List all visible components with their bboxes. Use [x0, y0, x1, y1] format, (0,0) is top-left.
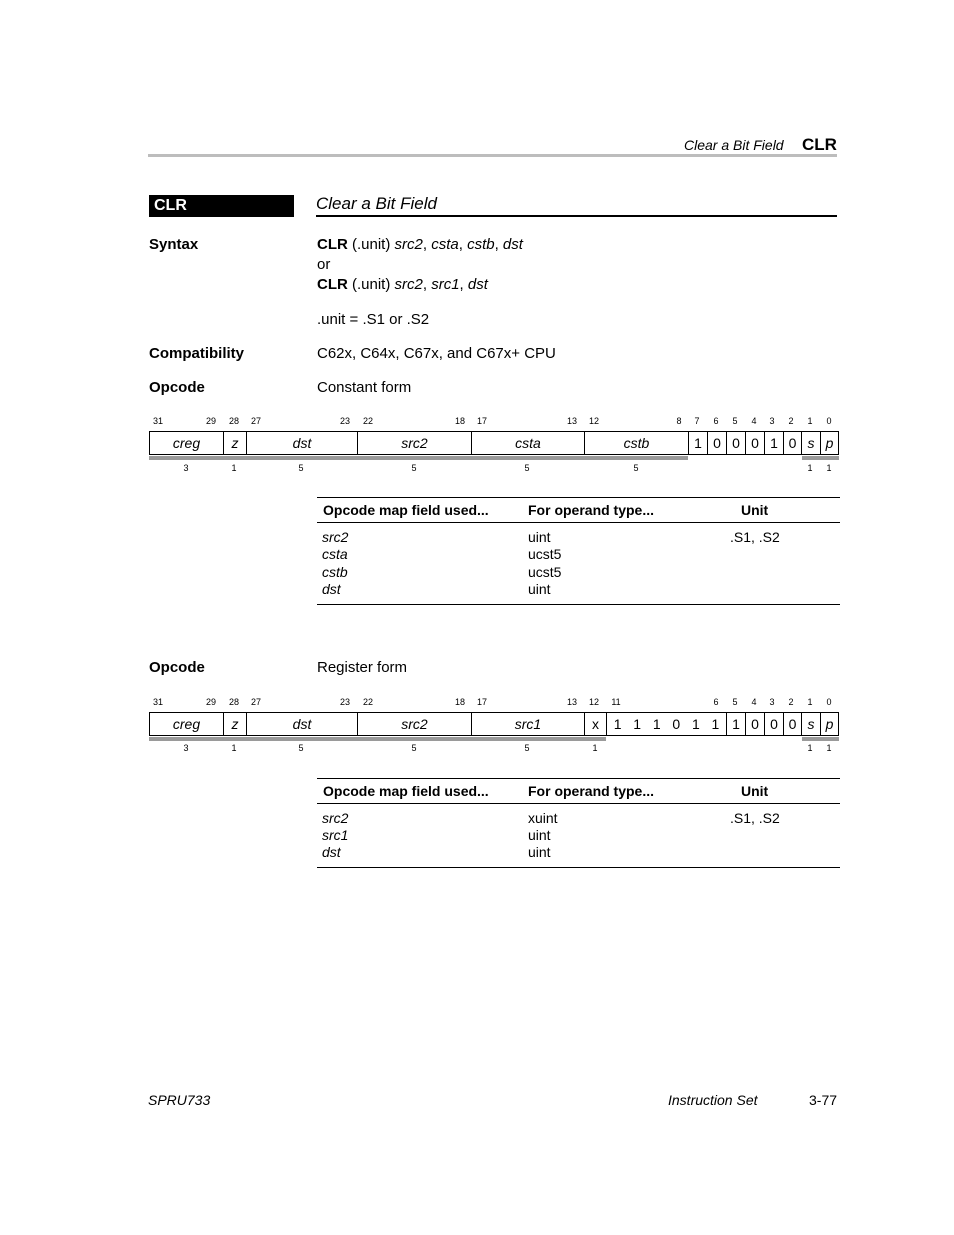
bit-number: 22	[362, 416, 374, 426]
syntax-op: CLR	[317, 276, 348, 293]
bit-number: 27	[250, 416, 262, 426]
bit-number: 5	[732, 697, 738, 707]
syntax-form-1: CLR (.unit) src2, csta, cstb, dst	[317, 236, 523, 253]
field-width: 1	[826, 743, 832, 753]
bit-number: 31	[152, 416, 164, 426]
field-width: 5	[411, 463, 417, 473]
table-field: src2	[322, 529, 349, 545]
table-field: dst	[322, 844, 341, 860]
field-bit: 0	[783, 713, 801, 735]
syntax-arg: dst	[467, 276, 488, 293]
syntax-arg: src2	[394, 236, 423, 253]
footer-section: Instruction Set	[668, 1092, 758, 1108]
field-bit: 1	[726, 713, 745, 735]
bit-number: 13	[566, 697, 578, 707]
opcode-form-name: Register form	[317, 659, 408, 676]
bit-number: 4	[751, 416, 757, 426]
field-z: z	[223, 432, 246, 454]
field-src2: src2	[357, 713, 471, 735]
syntax-arg: cstb	[467, 236, 495, 253]
opcode-heading: Opcode	[149, 379, 205, 396]
bit-numbers-register	[0, 697, 954, 709]
bit-number: 1	[807, 697, 813, 707]
instruction-title: Clear a Bit Field	[316, 194, 437, 213]
bit-number: 23	[339, 416, 351, 426]
bit-number: 28	[228, 416, 240, 426]
field-cstb: cstb	[584, 432, 688, 454]
table-field: src1	[322, 827, 349, 843]
table-unit: .S1, .S2	[730, 810, 780, 826]
header-rule	[148, 154, 837, 157]
syntax-arg: csta	[431, 236, 459, 253]
table-type: xuint	[528, 810, 558, 826]
bit-number: 18	[454, 416, 466, 426]
table-type: uint	[528, 581, 551, 597]
running-header-mnemonic: CLR	[802, 135, 837, 154]
field-shading	[802, 456, 839, 460]
field-bit: 0	[764, 713, 783, 735]
bit-number: 17	[476, 416, 488, 426]
table-header: Opcode map field used...	[323, 502, 489, 518]
compatibility-heading: Compatibility	[149, 345, 245, 362]
syntax-op: CLR	[317, 236, 348, 253]
bit-number: 2	[788, 697, 794, 707]
bit-number: 28	[228, 697, 240, 707]
field-width: 1	[231, 463, 237, 473]
bit-number: 13	[566, 416, 578, 426]
table-type: ucst5	[528, 564, 562, 580]
table-header: Unit	[741, 502, 769, 518]
unit-note: .unit = .S1 or .S2	[317, 311, 430, 328]
field-dst: dst	[246, 432, 357, 454]
bit-number: 1	[807, 416, 813, 426]
bit-number: 2	[788, 416, 794, 426]
field-s: s	[801, 713, 820, 735]
syntax-or: or	[317, 256, 331, 273]
bit-number: 3	[769, 416, 775, 426]
instruction-mnemonic-box: CLR	[149, 195, 294, 217]
syntax-arg: src1	[431, 276, 460, 293]
table-header: For operand type...	[528, 783, 655, 799]
operand-table-register	[317, 778, 840, 868]
table-unit: .S1, .S2	[730, 529, 780, 545]
field-bit: 0	[745, 432, 764, 454]
table-header: Opcode map field used...	[323, 783, 489, 799]
field-dst: dst	[246, 713, 357, 735]
syntax-unit: (.unit)	[347, 236, 395, 253]
table-header: Unit	[741, 783, 769, 799]
field-width: 1	[592, 743, 598, 753]
field-fixed-bits: 1 1 1 0 1 1	[606, 713, 726, 735]
field-shading	[149, 737, 606, 741]
syntax-unit: (.unit)	[347, 276, 395, 293]
field-width: 1	[231, 743, 237, 753]
footer-doc-id: SPRU733	[148, 1092, 211, 1108]
field-p: p	[820, 713, 839, 735]
table-type: ucst5	[528, 546, 562, 562]
field-shading	[802, 737, 839, 741]
bit-number: 12	[588, 416, 600, 426]
field-csta: csta	[471, 432, 584, 454]
bit-number: 17	[476, 697, 488, 707]
bit-number: 0	[826, 697, 832, 707]
bit-number: 22	[362, 697, 374, 707]
field-width: 5	[633, 463, 639, 473]
bit-number: 18	[454, 697, 466, 707]
bit-number: 31	[152, 697, 164, 707]
syntax-form-2: CLR (.unit) src2, src1, dst	[317, 276, 488, 293]
bit-number: 5	[732, 416, 738, 426]
field-creg: creg	[149, 432, 223, 454]
field-p: p	[820, 432, 839, 454]
field-bit: 1	[764, 432, 783, 454]
field-bit: 0	[783, 432, 801, 454]
bit-number: 7	[694, 416, 700, 426]
field-z: z	[223, 713, 246, 735]
footer-page-number: 3-77	[809, 1092, 838, 1108]
opcode-form-name: Constant form	[317, 379, 412, 396]
field-width: 5	[524, 743, 530, 753]
field-bit: 0	[726, 432, 745, 454]
bit-number: 29	[205, 697, 217, 707]
opcode-map-constant	[149, 431, 839, 455]
field-width: 5	[524, 463, 530, 473]
field-width: 1	[807, 743, 813, 753]
field-bit: 1	[688, 432, 707, 454]
bit-number: 23	[339, 697, 351, 707]
field-s: s	[801, 432, 820, 454]
field-widths-constant	[0, 463, 954, 475]
running-header-title: Clear a Bit Field	[684, 137, 784, 153]
operand-table-constant	[317, 497, 840, 605]
bit-numbers-constant	[0, 416, 954, 428]
syntax-arg: dst	[502, 236, 523, 253]
field-width: 1	[807, 463, 813, 473]
field-width: 3	[183, 743, 189, 753]
bit-number: 12	[588, 697, 600, 707]
bit-number: 27	[250, 697, 262, 707]
field-widths-register	[0, 743, 954, 755]
field-creg: creg	[149, 713, 223, 735]
bit-number: 3	[769, 697, 775, 707]
table-field: csta	[322, 546, 348, 562]
bit-number: 29	[205, 416, 217, 426]
syntax-heading: Syntax	[149, 236, 199, 253]
title-rule	[316, 215, 837, 217]
table-type: uint	[528, 529, 551, 545]
field-src1: src1	[471, 713, 584, 735]
field-width: 5	[298, 743, 304, 753]
table-header: For operand type...	[528, 502, 655, 518]
bit-number: 11	[611, 697, 621, 707]
table-field: cstb	[322, 564, 348, 580]
table-type: uint	[528, 844, 551, 860]
field-width: 5	[411, 743, 417, 753]
bit-number: 6	[713, 697, 719, 707]
opcode-map-register	[149, 712, 839, 736]
bit-number: 0	[826, 416, 832, 426]
table-field: dst	[322, 581, 341, 597]
compatibility-text: C62x, C64x, C67x, and C67x+ CPU	[317, 345, 556, 362]
field-src2: src2	[357, 432, 471, 454]
field-width: 1	[826, 463, 832, 473]
bit-number: 6	[713, 416, 719, 426]
field-bit: 0	[707, 432, 726, 454]
table-header-rule	[317, 522, 840, 523]
opcode-heading: Opcode	[149, 659, 205, 676]
table-header-rule	[317, 803, 840, 804]
field-bit: 0	[745, 713, 764, 735]
field-shading	[149, 456, 688, 460]
syntax-arg: src2	[394, 276, 423, 293]
bit-number: 4	[751, 697, 757, 707]
field-width: 3	[183, 463, 189, 473]
field-x: x	[584, 713, 606, 735]
table-type: uint	[528, 827, 551, 843]
field-width: 5	[298, 463, 304, 473]
bit-number: 8	[676, 416, 682, 426]
table-field: src2	[322, 810, 349, 826]
